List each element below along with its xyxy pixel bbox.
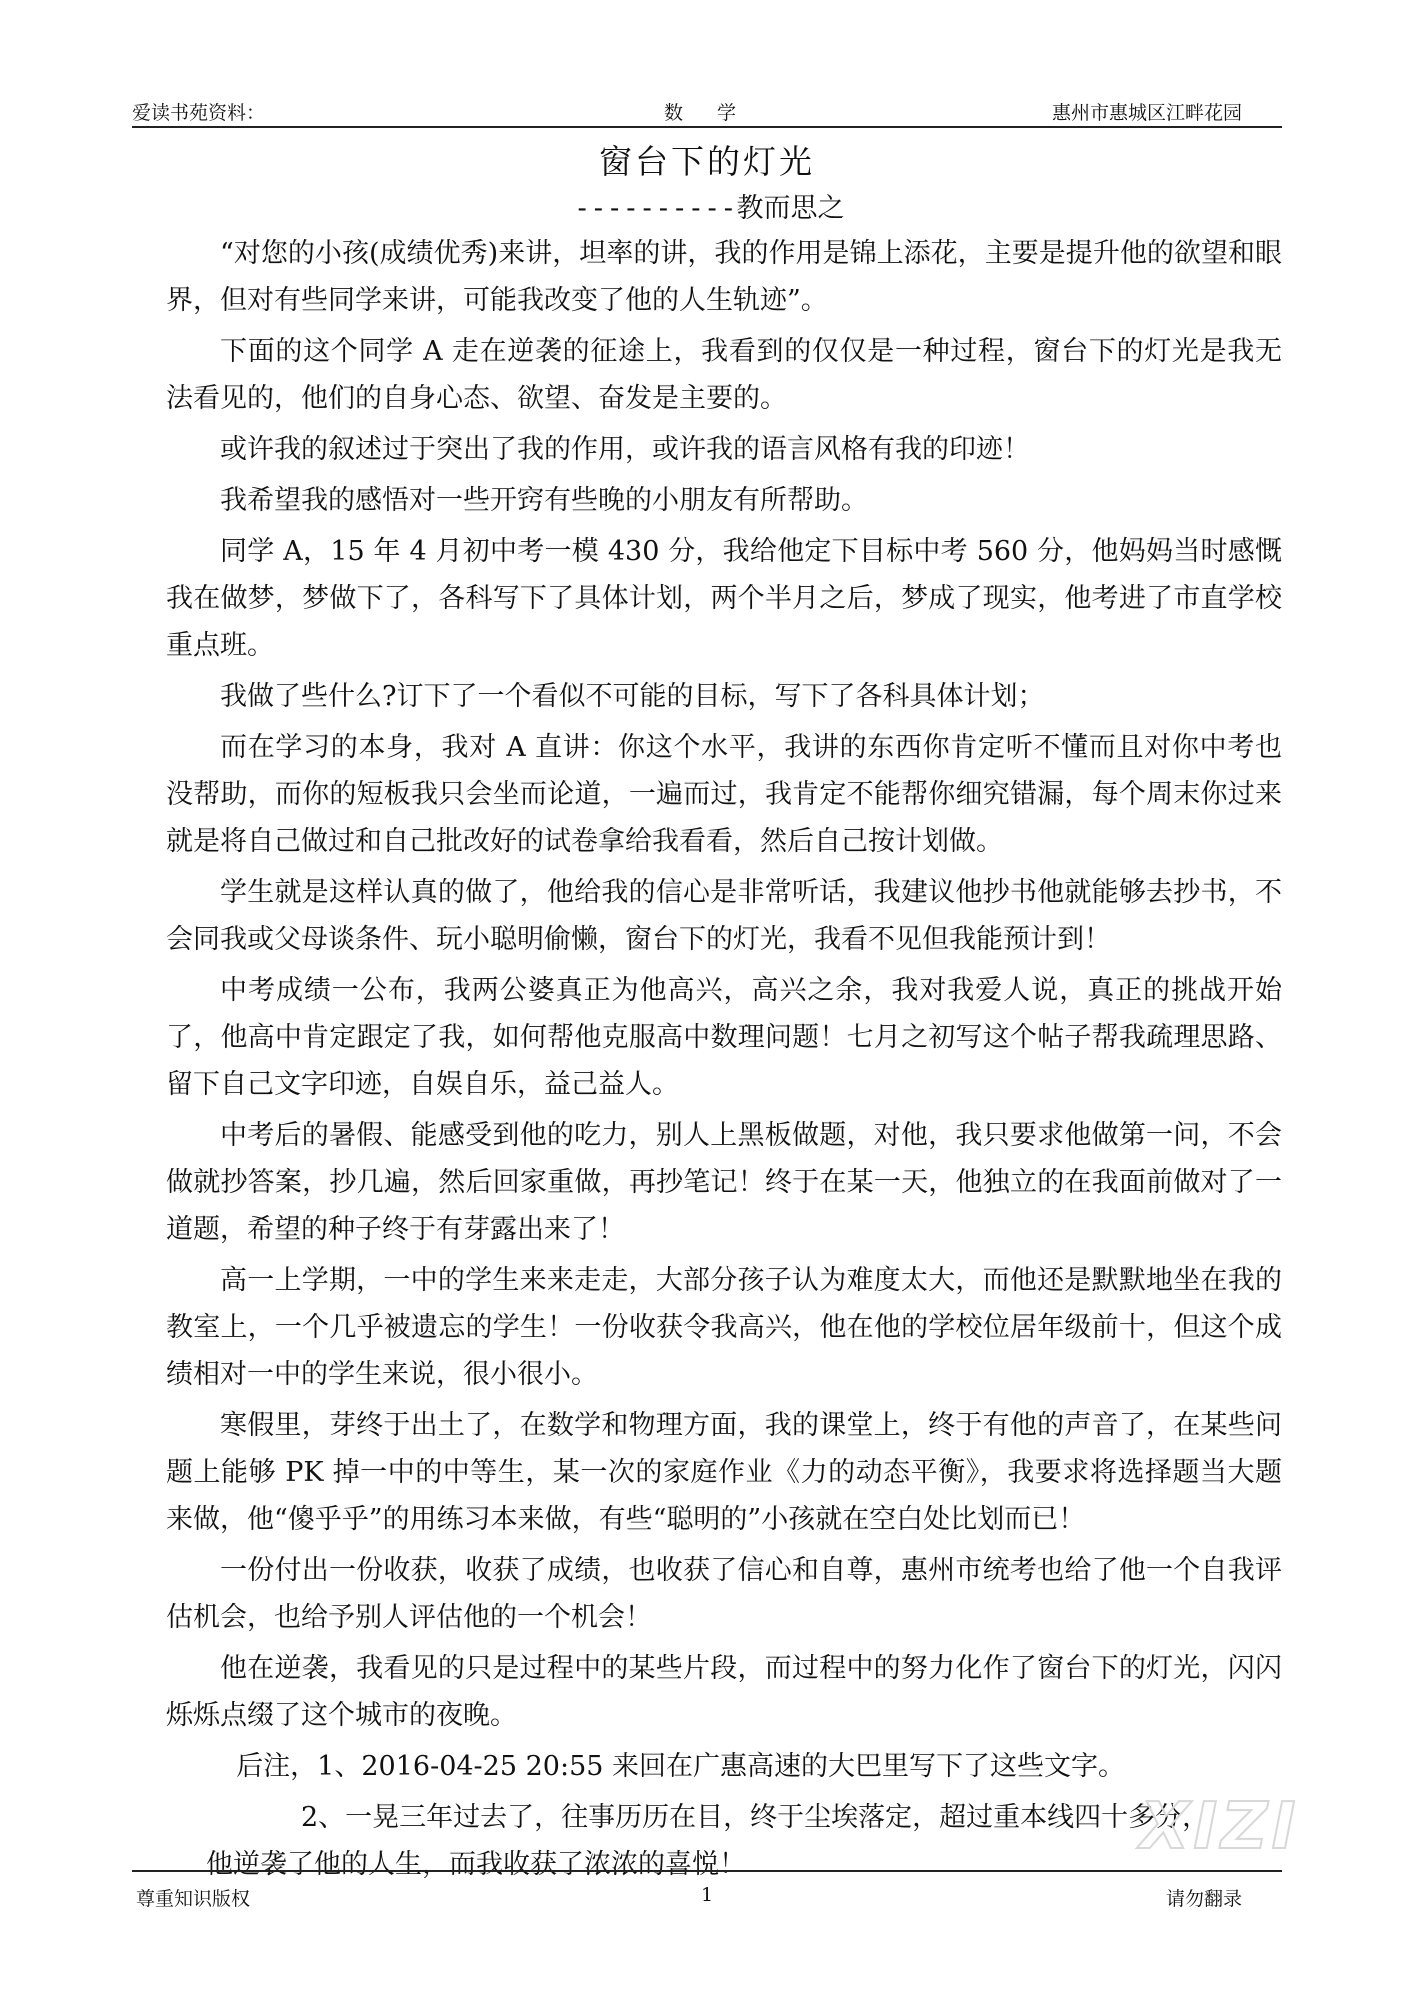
- paragraph: 寒假里，芽终于出土了，在数学和物理方面，我的课堂上，终于有他的声音了，在某些问题上能够 PK 掉一中的中等生，某一次的家庭作业《力的动态平衡》，我要求将选择题当大题来做，他“傻乎乎”的用练习本来做，有些“聪明的”小孩就在空白处比划而已！: [166, 1410, 1282, 1535]
- paragraph: “对您的小孩(成绩优秀)来讲，坦率的讲，我的作用是锦上添花，主要是提升他的欲望和眼界，但对有些同学来讲，可能我改变了他的人生轨迹”。: [166, 238, 1282, 316]
- paragraph: 学生就是这样认真的做了，他给我的信心是非常听话，我建议他抄书他就能够去抄书，不会同我或父母谈条件、玩小聪明偷懒，窗台下的灯光，我看不见但我能预计到！: [166, 877, 1282, 955]
- postscript-note-1: 后注，1、2016-04-25 20:55 来回在广惠高速的大巴里写下了这些文字。: [236, 1751, 1126, 1782]
- header-address: 惠州市惠城区江畔花园: [1051, 102, 1242, 124]
- paragraph: 一份付出一份收获，收获了成绩，也收获了信心和自尊，惠州市统考也给了他一个自我评估机会，也给予别人评估他的一个机会！: [166, 1555, 1282, 1633]
- paragraph: 我做了些什么?订下了一个看似不可能的目标，写下了各科具体计划；: [220, 681, 1045, 712]
- paragraph: 而在学习的本身，我对 A 直讲：你这个水平，我讲的东西你肯定听不懂而且对你中考也没帮助，而你的短板我只会坐而论道，一遍而过，我肯定不能帮你细究错漏，每个周末你过来就是将自己做过和自己批改好的试卷拿给我看看，然后自己按计划做。: [166, 732, 1282, 857]
- page-number: 1: [700, 1884, 714, 1906]
- paragraph: 中考后的暑假、能感受到他的吃力，别人上黑板做题，对他，我只要求他做第一问，不会做就抄答案，抄几遍，然后回家重做，再抄笔记！终于在某一天，他独立的在我面前做对了一道题，希望的种子终于有芽露出来了！: [166, 1120, 1282, 1245]
- article-title: 窗台下的灯光: [599, 142, 815, 181]
- footer-copyright: 尊重知识版权: [136, 1888, 251, 1910]
- paragraph: 高一上学期，一中的学生来来走走，大部分孩子认为难度太大，而他还是默默地坐在我的教室上，一个几乎被遗忘的学生！一份收获令我高兴，他在他的学校位居年级前十，但这个成绩相对一中的学生来说，很小很小。: [166, 1265, 1282, 1390]
- footer-notice: 请勿翻录: [1165, 1888, 1242, 1910]
- article-author: ----------教而思之: [574, 193, 845, 224]
- postscript-note-2: 2、一晃三年过去了，往事历历在目，终于尘埃落定，超过重本线四十多分，: [301, 1802, 1210, 1833]
- postscript-note-2-cont: 他逆袭了他的人生，而我收获了浓浓的喜悦！: [206, 1849, 746, 1880]
- paragraph: 下面的这个同学 A 走在逆袭的征途上，我看到的仅仅是一种过程，窗台下的灯光是我无法看见的，他们的自身心态、欲望、奋发是主要的。: [166, 336, 1282, 414]
- article-body: [166, 230, 1282, 1888]
- watermark-logo: XIZI: [1140, 1790, 1300, 1864]
- paragraph: 或许我的叙述过于突出了我的作用，或许我的语言风格有我的印迹！: [220, 434, 1030, 465]
- paragraph: 他在逆袭，我看见的只是过程中的某些片段，而过程中的努力化作了窗台下的灯光，闪闪烁烁点缀了这个城市的夜晚。: [166, 1653, 1282, 1731]
- header-subject: 数 学: [663, 102, 751, 124]
- page-header: [132, 96, 1282, 128]
- paragraph: 同学 A，15 年 4 月初中考一模 430 分，我给他定下目标中考 560 分，他妈妈当时感慨我在做梦，梦做下了，各科写下了具体计划，两个半月之后，梦成了现实，他考进了市直学校重点班。: [166, 536, 1282, 661]
- paragraph: 我希望我的感悟对一些开窍有些晚的小朋友有所帮助。: [220, 485, 868, 516]
- paragraph: 中考成绩一公布，我两公婆真正为他高兴，高兴之余，我对我爱人说，真正的挑战开始了，他高中肯定跟定了我，如何帮他克服高中数理问题！七月之初写这个帖子帮我疏理思路、留下自己文字印迹，自娱自乐，益己益人。: [166, 975, 1282, 1100]
- page-footer: [132, 1870, 1282, 1912]
- header-source: 爱读书苑资料：: [132, 102, 266, 124]
